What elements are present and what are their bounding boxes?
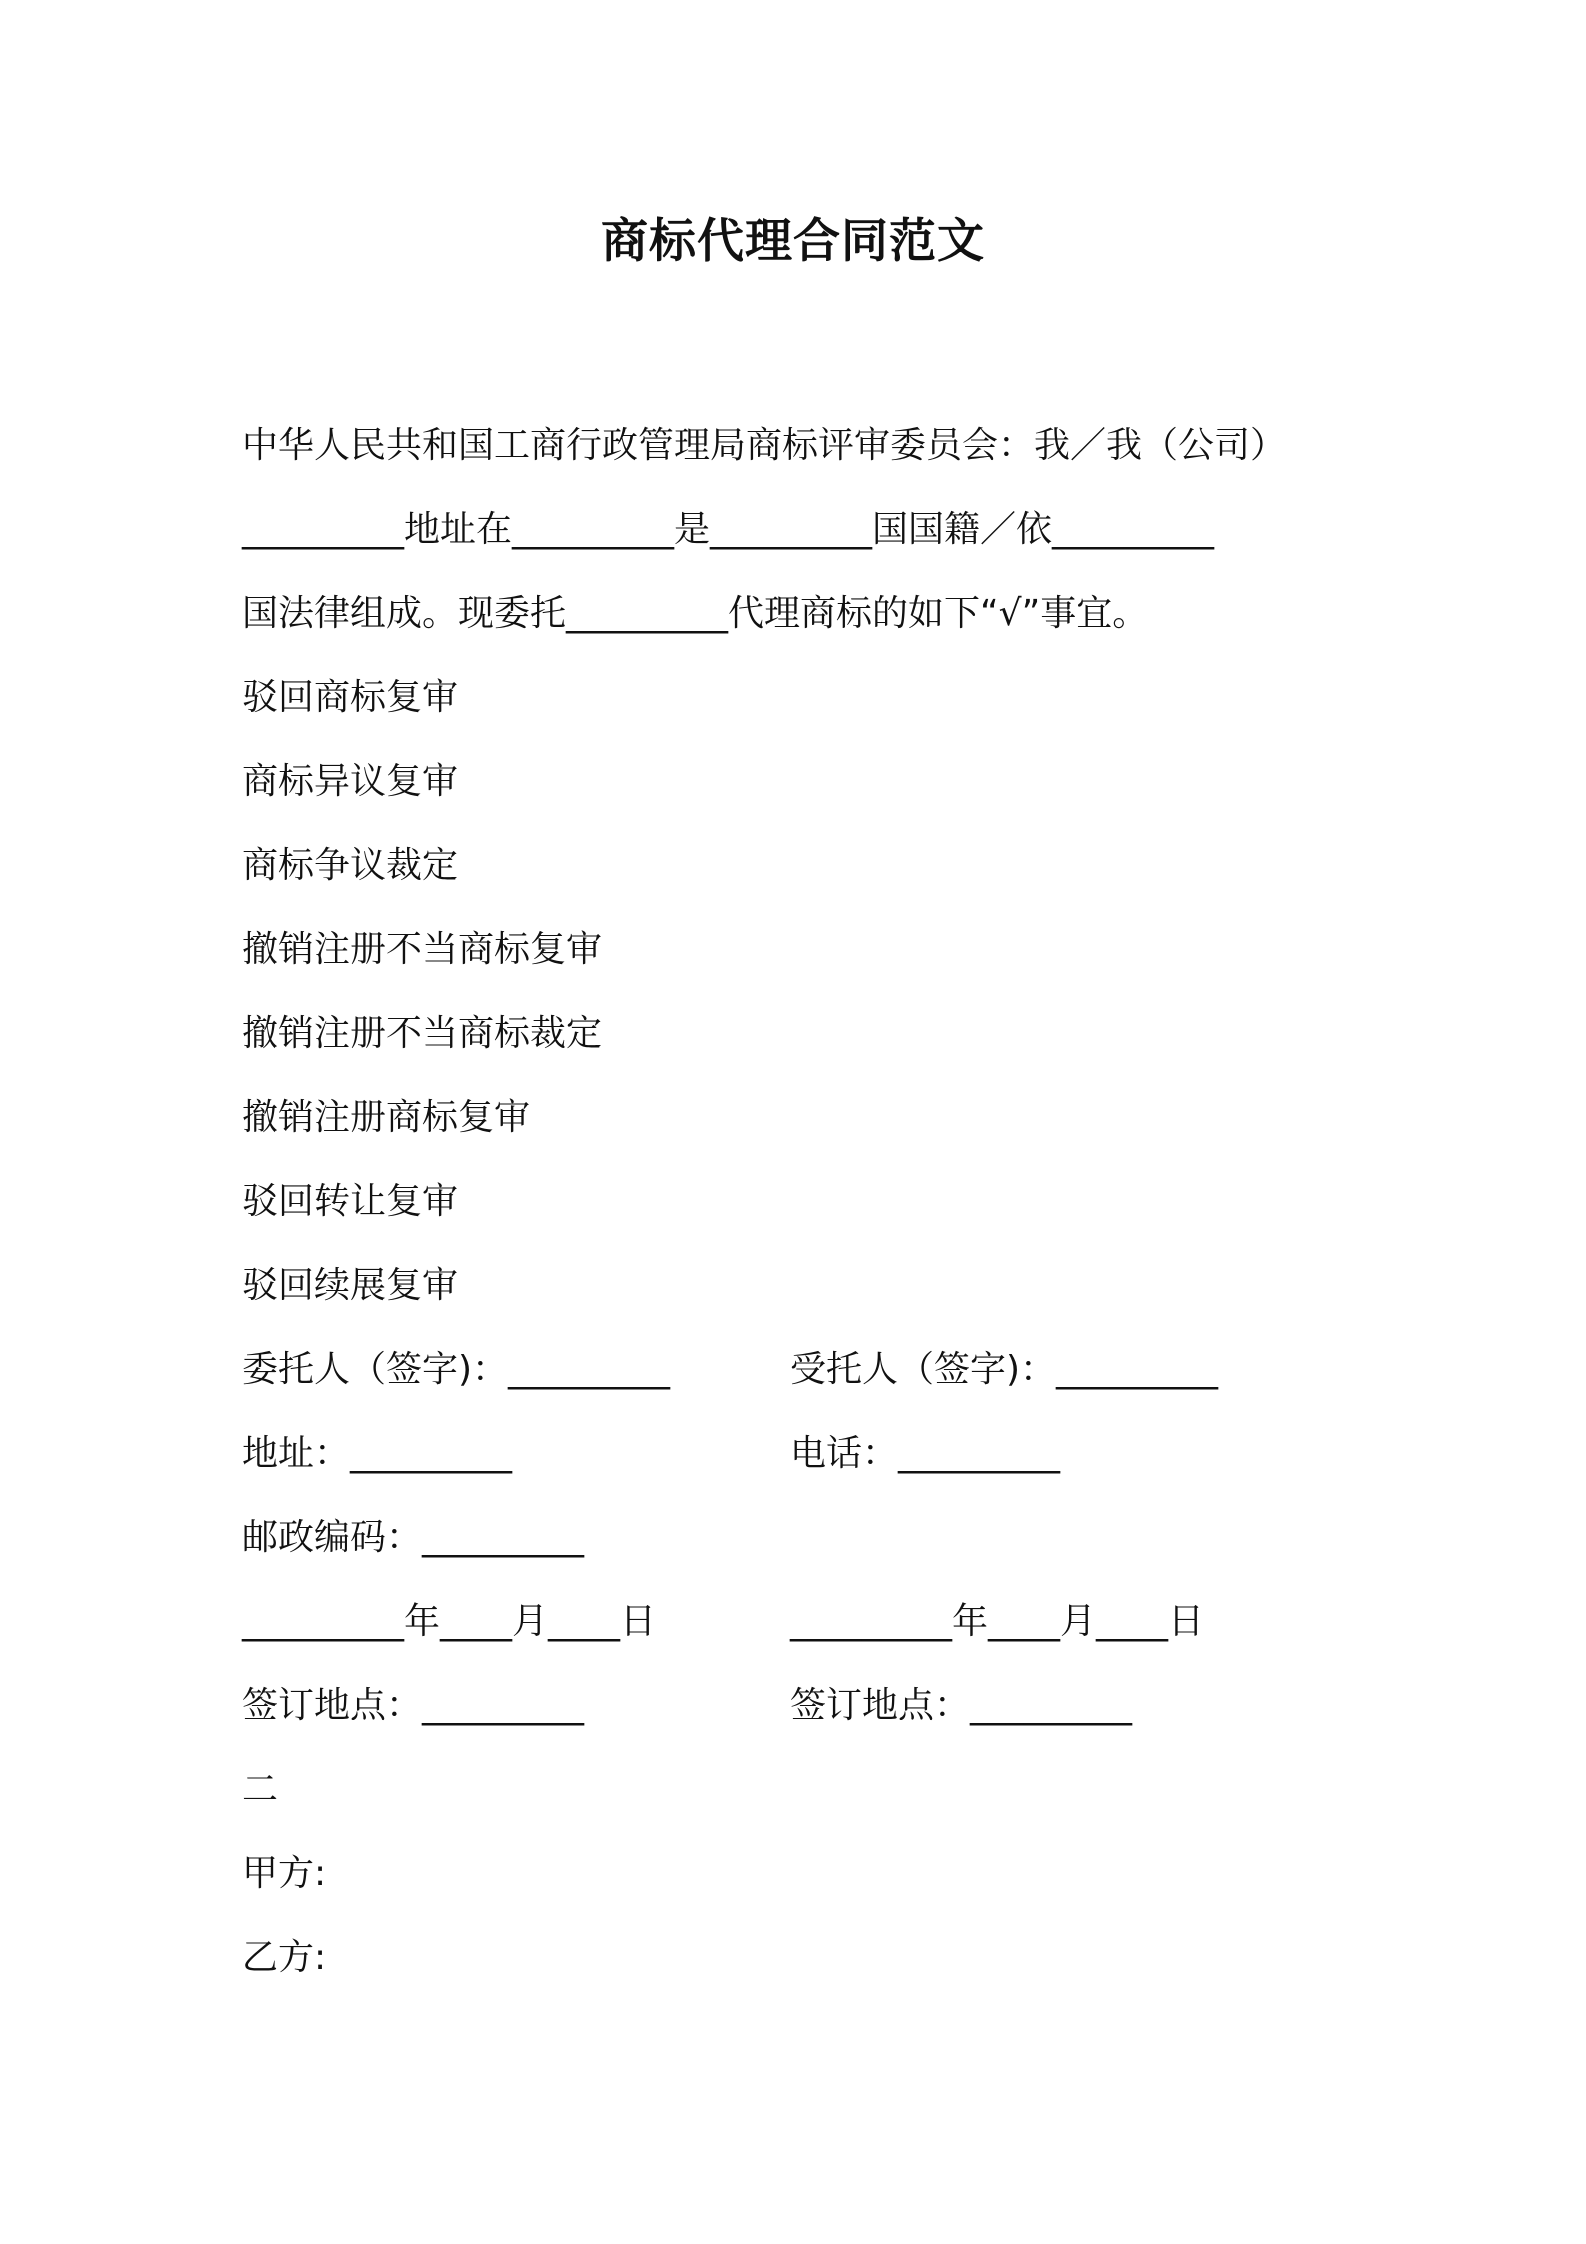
signature-row (242, 1328, 1352, 1412)
intro-line: 国法律组成。现委托_________代理商标的如下“√”事宜。 (242, 593, 1149, 634)
list-item: 驳回续展复审 (242, 1265, 459, 1306)
principal-signature-field: 委托人（签字)：_________ (242, 1349, 671, 1390)
list-item: 商标争议裁定 (242, 845, 459, 886)
signature-row (242, 1412, 1352, 1496)
list-item: 驳回商标复审 (242, 677, 459, 718)
agent-signature-field: 受托人（签字)：_________ (790, 1349, 1219, 1390)
section-number: 二 (242, 1769, 279, 1810)
principal-signing-place-field: 签订地点：_________ (242, 1685, 585, 1726)
document-body (242, 404, 1352, 2000)
postal-code-field: 邮政编码：_________ (242, 1517, 585, 1558)
signature-row (242, 1496, 1352, 1580)
intro-line: 中华人民共和国工商行政管理局商标评审委员会：我／我（公司） (242, 425, 1287, 466)
party-a-label: 甲方: (242, 1853, 327, 1894)
list-item: 驳回转让复审 (242, 1181, 459, 1222)
signature-row (242, 1580, 1352, 1664)
intro-line: _________地址在_________是_________国国籍／依_________ (242, 509, 1215, 550)
list-item: 商标异议复审 (242, 761, 459, 802)
list-item: 撤销注册商标复审 (242, 1097, 531, 1138)
party-b-label: 乙方: (242, 1937, 327, 1978)
agent-date-field: _________年____月____日 (790, 1601, 1204, 1642)
list-item: 撤销注册不当商标复审 (242, 929, 603, 970)
document-title: 商标代理合同范文 (601, 214, 985, 269)
principal-date-field: _________年____月____日 (242, 1601, 656, 1642)
address-field: 地址：_________ (242, 1433, 513, 1474)
signature-row (242, 1664, 1352, 1748)
list-item: 撤销注册不当商标裁定 (242, 1013, 603, 1054)
agent-signing-place-field: 签订地点：_________ (790, 1685, 1133, 1726)
phone-field: 电话：_________ (790, 1433, 1061, 1474)
